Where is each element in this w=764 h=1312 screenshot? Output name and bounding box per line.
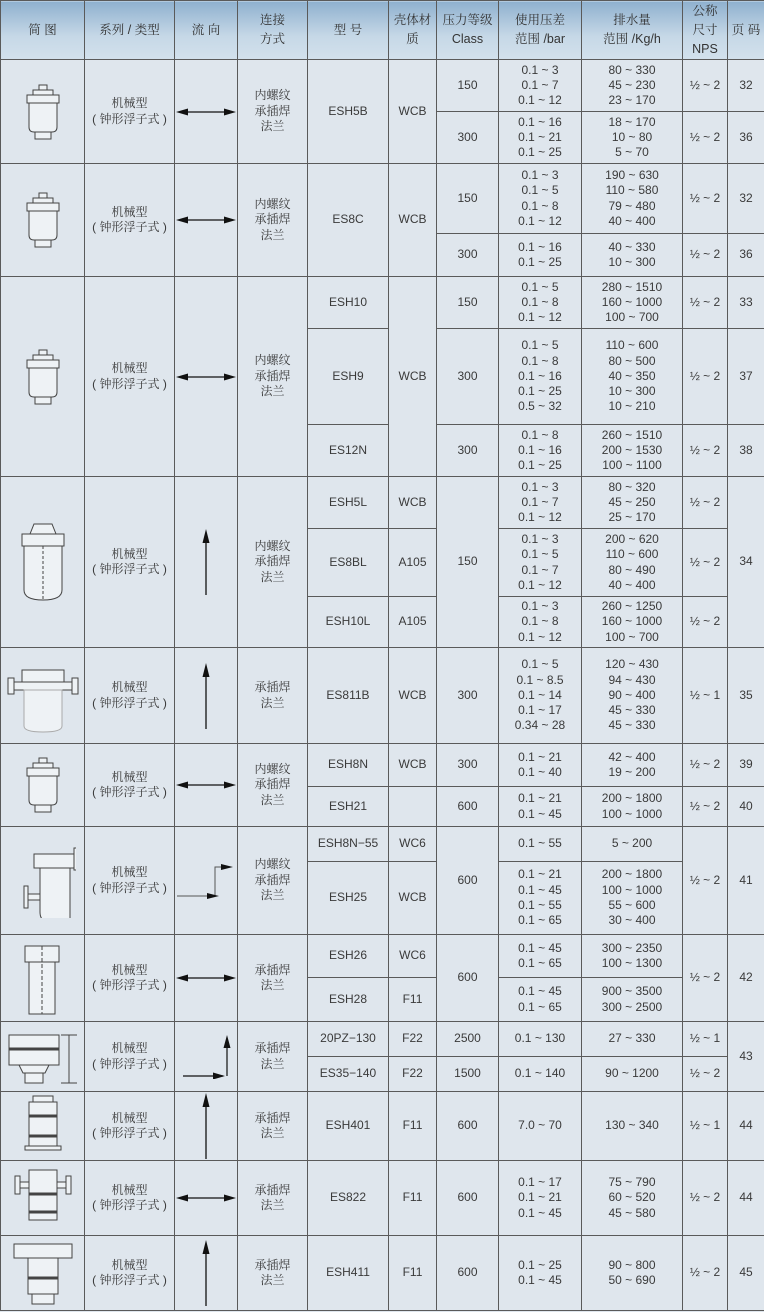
horizontal-double-arrow-icon (176, 972, 236, 984)
pressure-range-cell: 0.1 ~ 45 0.1 ~ 65 (499, 935, 582, 978)
material-cell: WCB (389, 477, 437, 529)
class-cell: 150 (437, 60, 499, 112)
nps-cell: ½ ~ 2 (683, 234, 728, 277)
series-cell: 机械型 ( 钟形浮子式 ) (85, 935, 175, 1022)
flanged-trap-drawing (13, 1164, 73, 1232)
capacity-range-cell: 900 ~ 3500 300 ~ 2500 (582, 978, 683, 1022)
high-pressure-trap-drawing (5, 1027, 81, 1087)
pressure-range-cell: 7.0 ~ 70 (499, 1092, 582, 1161)
material-cell: F11 (389, 1236, 437, 1311)
nps-cell: ½ ~ 2 (683, 744, 728, 787)
series-cell: 机械型 ( 钟形浮子式 ) (85, 744, 175, 827)
horizontal-double-arrow-icon (176, 779, 236, 791)
connection-cell: 承插焊 法兰 (238, 1022, 308, 1092)
pressure-range-cell: 0.1 ~ 55 (499, 827, 582, 862)
pressure-range-cell: 0.1 ~ 3 0.1 ~ 8 0.1 ~ 12 (499, 597, 582, 648)
model-cell: ESH10L (308, 597, 389, 648)
model-cell: ES8C (308, 164, 389, 277)
header-connection: 连接 方式 (238, 1, 308, 60)
model-cell: ESH8N−55 (308, 827, 389, 862)
material-cell: WC6 (389, 827, 437, 862)
capacity-range-cell: 260 ~ 1510 200 ~ 1530 100 ~ 1100 (582, 425, 683, 477)
model-cell: 20PZ−130 (308, 1022, 389, 1057)
model-cell: ESH411 (308, 1236, 389, 1311)
material-cell: F22 (389, 1022, 437, 1057)
model-cell: ES8BL (308, 529, 389, 597)
class-cell: 600 (437, 1092, 499, 1161)
img-cell (1, 1022, 85, 1092)
table-row (1, 827, 764, 862)
nps-cell: ½ ~ 2 (683, 597, 728, 648)
pressure-range-cell: 0.1 ~ 8 0.1 ~ 16 0.1 ~ 25 (499, 425, 582, 477)
class-cell: 150 (437, 164, 499, 234)
capacity-range-cell: 200 ~ 1800 100 ~ 1000 (582, 787, 683, 827)
flow-cell (175, 1161, 238, 1236)
capacity-range-cell: 18 ~ 170 10 ~ 80 5 ~ 70 (582, 112, 683, 164)
horizontal-double-arrow-icon (176, 106, 236, 118)
header-series: 系列 / 类型 (85, 1, 175, 60)
pressure-range-cell: 0.1 ~ 3 0.1 ~ 7 0.1 ~ 12 (499, 60, 582, 112)
up-arrow-icon (200, 529, 212, 595)
flow-cell (175, 827, 238, 935)
series-cell: 机械型 ( 钟形浮子式 ) (85, 1022, 175, 1092)
model-cell: ESH8N (308, 744, 389, 787)
connection-cell: 内螺纹 承插焊 法兰 (238, 744, 308, 827)
page-cell: 40 (728, 787, 764, 827)
model-cell: ES822 (308, 1161, 389, 1236)
nps-cell: ½ ~ 2 (683, 277, 728, 329)
material-cell: F11 (389, 1092, 437, 1161)
table-row (1, 60, 764, 112)
img-cell (1, 1161, 85, 1236)
nps-cell: ½ ~ 2 (683, 1236, 728, 1311)
header-capacity-range: 排水量 范围 /Kg/h (582, 1, 683, 60)
header-nps: 公称 尺寸 NPS (683, 1, 728, 60)
connection-cell: 承插焊 法兰 (238, 648, 308, 744)
capacity-range-cell: 120 ~ 430 94 ~ 430 90 ~ 400 45 ~ 330 45 ~ 330 (582, 648, 683, 744)
pressure-range-cell: 0.1 ~ 16 0.1 ~ 25 (499, 234, 582, 277)
capacity-range-cell: 200 ~ 1800 100 ~ 1000 55 ~ 600 30 ~ 400 (582, 862, 683, 935)
model-cell: ES811B (308, 648, 389, 744)
pressure-range-cell: 0.1 ~ 25 0.1 ~ 45 (499, 1236, 582, 1311)
model-cell: ESH5L (308, 477, 389, 529)
img-cell (1, 1236, 85, 1311)
img-cell (1, 164, 85, 277)
right-up-arrow-icon (181, 1035, 231, 1079)
model-cell: ESH9 (308, 329, 389, 425)
page-cell: 33 (728, 277, 764, 329)
model-cell: ESH26 (308, 935, 389, 978)
series-cell: 机械型 ( 钟形浮子式 ) (85, 477, 175, 648)
capacity-range-cell: 40 ~ 330 10 ~ 300 (582, 234, 683, 277)
material-cell: WCB (389, 862, 437, 935)
bell-float-trap-drawing (23, 190, 63, 250)
bell-float-trap-drawing (23, 347, 63, 407)
material-cell: WCB (389, 648, 437, 744)
nps-cell: ½ ~ 2 (683, 329, 728, 425)
table-row (1, 1161, 764, 1236)
model-cell: ESH10 (308, 277, 389, 329)
nps-cell: ½ ~ 2 (683, 1161, 728, 1236)
class-cell: 300 (437, 234, 499, 277)
series-cell: 机械型 ( 钟形浮子式 ) (85, 1161, 175, 1236)
connection-cell: 承插焊 法兰 (238, 1161, 308, 1236)
pressure-range-cell: 0.1 ~ 17 0.1 ~ 21 0.1 ~ 45 (499, 1161, 582, 1236)
horizontal-double-arrow-icon (176, 1192, 236, 1204)
page-cell: 39 (728, 744, 764, 787)
nps-cell: ½ ~ 2 (683, 60, 728, 112)
nps-cell: ½ ~ 2 (683, 112, 728, 164)
connection-cell: 内螺纹 承插焊 法兰 (238, 827, 308, 935)
horizontal-double-arrow-icon (176, 214, 236, 226)
material-cell: WC6 (389, 935, 437, 978)
series-cell: 机械型 ( 钟形浮子式 ) (85, 827, 175, 935)
img-cell (1, 935, 85, 1022)
capacity-range-cell: 80 ~ 320 45 ~ 250 25 ~ 170 (582, 477, 683, 529)
material-cell: WCB (389, 164, 437, 277)
connection-cell: 内螺纹 承插焊 法兰 (238, 164, 308, 277)
connection-cell: 承插焊 法兰 (238, 1236, 308, 1311)
capacity-range-cell: 42 ~ 400 19 ~ 200 (582, 744, 683, 787)
nps-cell: ½ ~ 1 (683, 1092, 728, 1161)
material-cell: F11 (389, 1161, 437, 1236)
page-cell: 43 (728, 1022, 764, 1092)
connection-cell: 内螺纹 承插焊 法兰 (238, 277, 308, 477)
page-cell: 37 (728, 329, 764, 425)
table-row (1, 744, 764, 787)
capacity-range-cell: 90 ~ 800 50 ~ 690 (582, 1236, 683, 1311)
pressure-range-cell: 0.1 ~ 21 0.1 ~ 45 0.1 ~ 55 0.1 ~ 65 (499, 862, 582, 935)
class-cell: 1500 (437, 1057, 499, 1092)
series-cell: 机械型 ( 钟形浮子式 ) (85, 277, 175, 477)
table-row (1, 477, 764, 529)
offset-bell-float-trap-drawing (10, 844, 76, 918)
tall-bell-float-trap-drawing (23, 938, 63, 1018)
nps-cell: ½ ~ 1 (683, 648, 728, 744)
vertical-bell-float-trap-drawing (18, 520, 68, 604)
page-cell: 32 (728, 60, 764, 112)
capacity-range-cell: 27 ~ 330 (582, 1022, 683, 1057)
model-cell: ESH28 (308, 978, 389, 1022)
pressure-range-cell: 0.1 ~ 21 0.1 ~ 45 (499, 787, 582, 827)
capacity-range-cell: 75 ~ 790 60 ~ 520 45 ~ 580 (582, 1161, 683, 1236)
header-model: 型 号 (308, 1, 389, 60)
page-cell: 41 (728, 827, 764, 935)
model-cell: ESH21 (308, 787, 389, 827)
nps-cell: ½ ~ 2 (683, 935, 728, 1022)
table-row (1, 164, 764, 234)
header-material: 壳体材 质 (389, 1, 437, 60)
page-cell: 38 (728, 425, 764, 477)
flow-cell (175, 164, 238, 277)
page-cell: 32 (728, 164, 764, 234)
series-cell: 机械型 ( 钟形浮子式 ) (85, 1236, 175, 1311)
model-cell: ES12N (308, 425, 389, 477)
pressure-range-cell: 0.1 ~ 5 0.1 ~ 8 0.1 ~ 16 0.1 ~ 25 0.5 ~ 32 (499, 329, 582, 425)
class-cell: 600 (437, 935, 499, 1022)
nps-cell: ½ ~ 2 (683, 827, 728, 935)
page-cell: 36 (728, 112, 764, 164)
class-cell: 600 (437, 787, 499, 827)
capacity-range-cell: 90 ~ 1200 (582, 1057, 683, 1092)
class-cell: 300 (437, 425, 499, 477)
flow-cell (175, 648, 238, 744)
header-page: 页 码 (728, 1, 764, 60)
class-cell: 600 (437, 1236, 499, 1311)
class-cell: 600 (437, 1161, 499, 1236)
pressure-range-cell: 0.1 ~ 140 (499, 1057, 582, 1092)
up-arrow-icon (200, 1240, 212, 1306)
capacity-range-cell: 300 ~ 2350 100 ~ 1300 (582, 935, 683, 978)
table-row (1, 1236, 764, 1311)
capacity-range-cell: 260 ~ 1250 160 ~ 1000 100 ~ 700 (582, 597, 683, 648)
material-cell: WCB (389, 744, 437, 787)
capacity-range-cell: 130 ~ 340 (582, 1092, 683, 1161)
class-cell: 150 (437, 277, 499, 329)
table-row (1, 648, 764, 744)
pressure-range-cell: 0.1 ~ 21 0.1 ~ 40 (499, 744, 582, 787)
material-cell: F22 (389, 1057, 437, 1092)
pressure-range-cell: 0.1 ~ 3 0.1 ~ 7 0.1 ~ 12 (499, 477, 582, 529)
nps-cell: ½ ~ 2 (683, 529, 728, 597)
material-cell: WCB (389, 60, 437, 164)
connection-cell: 承插焊 法兰 (238, 935, 308, 1022)
pressure-range-cell: 0.1 ~ 5 0.1 ~ 8.5 0.1 ~ 14 0.1 ~ 17 0.34 ~ 28 (499, 648, 582, 744)
img-cell (1, 60, 85, 164)
img-cell (1, 744, 85, 827)
connection-cell: 内螺纹 承插焊 法兰 (238, 477, 308, 648)
table-row (1, 1022, 764, 1057)
nps-cell: ½ ~ 1 (683, 1022, 728, 1057)
table-row (1, 277, 764, 329)
flow-cell (175, 1092, 238, 1161)
capacity-range-cell: 280 ~ 1510 160 ~ 1000 100 ~ 700 (582, 277, 683, 329)
img-cell (1, 277, 85, 477)
capacity-range-cell: 110 ~ 600 80 ~ 500 40 ~ 350 10 ~ 300 10 ~ 210 (582, 329, 683, 425)
vertical-trap-drawing (23, 1094, 63, 1158)
flow-cell (175, 1022, 238, 1092)
flanged-bell-float-trap-drawing (6, 656, 80, 736)
pressure-range-cell: 0.1 ~ 45 0.1 ~ 65 (499, 978, 582, 1022)
page-cell: 42 (728, 935, 764, 1022)
material-cell: A105 (389, 529, 437, 597)
capacity-range-cell: 200 ~ 620 110 ~ 600 80 ~ 490 40 ~ 400 (582, 529, 683, 597)
flow-cell (175, 477, 238, 648)
pressure-range-cell: 0.1 ~ 5 0.1 ~ 8 0.1 ~ 12 (499, 277, 582, 329)
header-class: 压力等级 Class (437, 1, 499, 60)
connection-cell: 内螺纹 承插焊 法兰 (238, 60, 308, 164)
img-cell (1, 1092, 85, 1161)
material-cell: A105 (389, 597, 437, 648)
model-cell: ES35−140 (308, 1057, 389, 1092)
nps-cell: ½ ~ 2 (683, 164, 728, 234)
up-arrow-icon (200, 663, 212, 729)
table-row (1, 1092, 764, 1161)
page-cell: 34 (728, 477, 764, 648)
nps-cell: ½ ~ 2 (683, 477, 728, 529)
pressure-range-cell: 0.1 ~ 130 (499, 1022, 582, 1057)
class-cell: 300 (437, 112, 499, 164)
nps-cell: ½ ~ 2 (683, 1057, 728, 1092)
page-cell: 44 (728, 1092, 764, 1161)
class-cell: 150 (437, 477, 499, 648)
capacity-range-cell: 80 ~ 330 45 ~ 230 23 ~ 170 (582, 60, 683, 112)
page-cell: 36 (728, 234, 764, 277)
capacity-range-cell: 5 ~ 200 (582, 827, 683, 862)
class-cell: 300 (437, 648, 499, 744)
material-cell: WCB (389, 277, 437, 477)
step-arrow-icon (177, 863, 235, 899)
nps-cell: ½ ~ 2 (683, 425, 728, 477)
up-arrow-icon (200, 1093, 212, 1159)
bell-float-trap-drawing (23, 82, 63, 142)
bell-float-trap-drawing (23, 755, 63, 815)
page-cell: 35 (728, 648, 764, 744)
class-cell: 300 (437, 329, 499, 425)
flow-cell (175, 60, 238, 164)
material-cell (389, 787, 437, 827)
header-pressure-range: 使用压差 范围 /bar (499, 1, 582, 60)
flow-cell (175, 1236, 238, 1311)
table-row (1, 935, 764, 978)
horizontal-double-arrow-icon (176, 371, 236, 383)
capacity-range-cell: 190 ~ 630 110 ~ 580 79 ~ 480 40 ~ 400 (582, 164, 683, 234)
class-cell: 2500 (437, 1022, 499, 1057)
model-cell: ESH401 (308, 1092, 389, 1161)
header-image: 简 图 (1, 1, 85, 60)
page-cell: 45 (728, 1236, 764, 1311)
page-cell: 44 (728, 1161, 764, 1236)
img-cell (1, 648, 85, 744)
pressure-range-cell: 0.1 ~ 16 0.1 ~ 21 0.1 ~ 25 (499, 112, 582, 164)
flow-cell (175, 935, 238, 1022)
series-cell: 机械型 ( 钟形浮子式 ) (85, 60, 175, 164)
class-cell: 300 (437, 744, 499, 787)
img-cell (1, 477, 85, 648)
img-cell (1, 827, 85, 935)
material-cell: F11 (389, 978, 437, 1022)
connection-cell: 承插焊 法兰 (238, 1092, 308, 1161)
flow-cell (175, 277, 238, 477)
header-row (1, 1, 764, 60)
flow-cell (175, 744, 238, 827)
header-flow: 流 向 (175, 1, 238, 60)
vertical-flanged-trap-drawing (12, 1238, 74, 1308)
model-cell: ESH5B (308, 60, 389, 164)
model-cell: ESH25 (308, 862, 389, 935)
series-cell: 机械型 ( 钟形浮子式 ) (85, 164, 175, 277)
pressure-range-cell: 0.1 ~ 3 0.1 ~ 5 0.1 ~ 8 0.1 ~ 12 (499, 164, 582, 234)
series-cell: 机械型 ( 钟形浮子式 ) (85, 648, 175, 744)
series-cell: 机械型 ( 钟形浮子式 ) (85, 1092, 175, 1161)
nps-cell: ½ ~ 2 (683, 787, 728, 827)
class-cell: 600 (437, 827, 499, 935)
pressure-range-cell: 0.1 ~ 3 0.1 ~ 5 0.1 ~ 7 0.1 ~ 12 (499, 529, 582, 597)
